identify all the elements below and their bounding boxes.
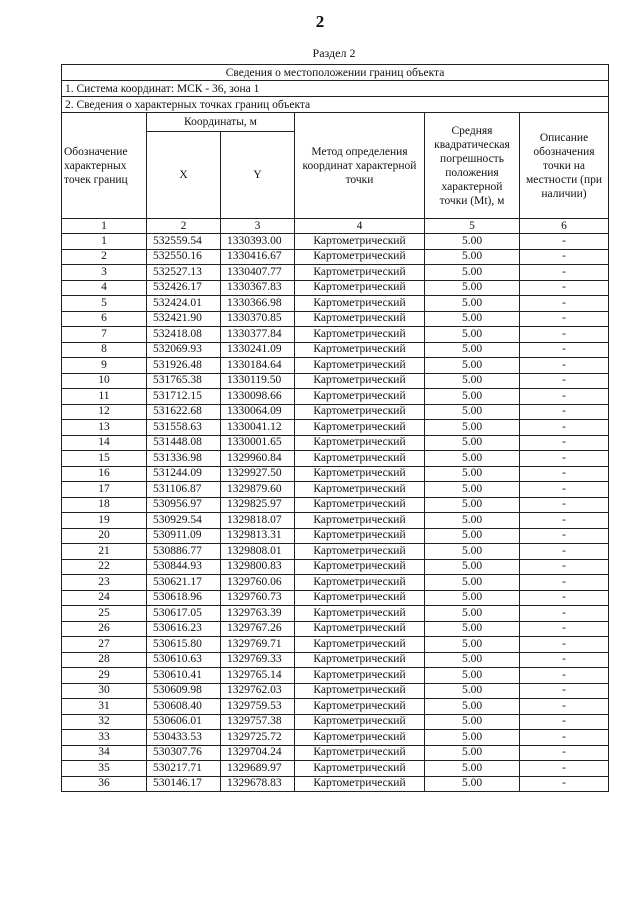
error-value: 5.00: [425, 606, 520, 622]
coord-x: 530610.41: [147, 668, 221, 684]
header-error: Средняя квадратическая погрешность положения характерной точки (Mt), м: [425, 113, 520, 219]
coord-y: 1329818.07: [221, 513, 295, 529]
coord-x: 530610.63: [147, 652, 221, 668]
point-number: 17: [62, 482, 147, 498]
description: -: [520, 342, 609, 358]
coord-y: 1329800.83: [221, 559, 295, 575]
table-row: [62, 342, 609, 358]
header-x: X: [147, 132, 221, 219]
header-designation: Обозначение характерных точек границ: [62, 113, 147, 219]
coord-x: 530146.17: [147, 776, 221, 792]
coord-x: 530844.93: [147, 559, 221, 575]
error-value: 5.00: [425, 590, 520, 606]
coord-x: 531765.38: [147, 373, 221, 389]
table-row: [62, 389, 609, 405]
method: Картометрический: [295, 358, 425, 374]
point-number: 26: [62, 621, 147, 637]
error-value: 5.00: [425, 280, 520, 296]
error-value: 5.00: [425, 575, 520, 591]
point-number: 23: [62, 575, 147, 591]
error-value: 5.00: [425, 249, 520, 265]
description: -: [520, 482, 609, 498]
description: -: [520, 311, 609, 327]
method: Картометрический: [295, 683, 425, 699]
table-row: [62, 482, 609, 498]
column-number: 5: [425, 219, 520, 234]
header-y: Y: [221, 132, 295, 219]
table-row: [62, 451, 609, 467]
method: Картометрический: [295, 265, 425, 281]
coord-x: 531106.87: [147, 482, 221, 498]
method: Картометрический: [295, 311, 425, 327]
table-row: [62, 699, 609, 715]
error-value: 5.00: [425, 683, 520, 699]
error-value: 5.00: [425, 544, 520, 560]
coord-y: 1329927.50: [221, 466, 295, 482]
method: Картометрический: [295, 575, 425, 591]
coord-y: 1330041.12: [221, 420, 295, 436]
error-value: 5.00: [425, 621, 520, 637]
table-row: [62, 265, 609, 281]
description: -: [520, 606, 609, 622]
error-value: 5.00: [425, 466, 520, 482]
point-number: 1: [62, 234, 147, 250]
point-number: 16: [62, 466, 147, 482]
point-number: 2: [62, 249, 147, 265]
coord-y: 1330001.65: [221, 435, 295, 451]
description: -: [520, 730, 609, 746]
table-row: [62, 652, 609, 668]
error-value: 5.00: [425, 435, 520, 451]
method: Картометрический: [295, 606, 425, 622]
coord-y: 1329762.03: [221, 683, 295, 699]
coord-x: 531712.15: [147, 389, 221, 405]
description: -: [520, 683, 609, 699]
coord-x: 532421.90: [147, 311, 221, 327]
method: Картометрический: [295, 761, 425, 777]
description: -: [520, 280, 609, 296]
error-value: 5.00: [425, 497, 520, 513]
coord-x: 530606.01: [147, 714, 221, 730]
table-row: [62, 420, 609, 436]
method: Картометрический: [295, 637, 425, 653]
description: -: [520, 714, 609, 730]
table-row: [62, 373, 609, 389]
point-number: 22: [62, 559, 147, 575]
method: Картометрический: [295, 590, 425, 606]
table-row: [62, 435, 609, 451]
error-value: 5.00: [425, 420, 520, 436]
point-number: 27: [62, 637, 147, 653]
coord-y: 1329704.24: [221, 745, 295, 761]
error-value: 5.00: [425, 528, 520, 544]
error-value: 5.00: [425, 714, 520, 730]
point-number: 9: [62, 358, 147, 374]
error-value: 5.00: [425, 482, 520, 498]
column-number: 3: [221, 219, 295, 234]
description: -: [520, 544, 609, 560]
error-value: 5.00: [425, 389, 520, 405]
table-row: [62, 311, 609, 327]
coord-system: 1. Система координат: МСК - 36, зона 1: [62, 81, 609, 97]
method: Картометрический: [295, 621, 425, 637]
table-row: [62, 606, 609, 622]
method: Картометрический: [295, 451, 425, 467]
description: -: [520, 358, 609, 374]
description: -: [520, 513, 609, 529]
description: -: [520, 451, 609, 467]
column-number: 6: [520, 219, 609, 234]
column-number: 4: [295, 219, 425, 234]
description: -: [520, 234, 609, 250]
description: -: [520, 575, 609, 591]
coord-y: 1329725.72: [221, 730, 295, 746]
table-row: [62, 544, 609, 560]
column-number: 1: [62, 219, 147, 234]
description: -: [520, 652, 609, 668]
error-value: 5.00: [425, 637, 520, 653]
method: Картометрический: [295, 776, 425, 792]
error-value: 5.00: [425, 265, 520, 281]
error-value: 5.00: [425, 327, 520, 343]
description: -: [520, 776, 609, 792]
error-value: 5.00: [425, 559, 520, 575]
coord-y: 1329808.01: [221, 544, 295, 560]
point-number: 36: [62, 776, 147, 792]
point-number: 19: [62, 513, 147, 529]
coord-y: 1329765.14: [221, 668, 295, 684]
coord-x: 531622.68: [147, 404, 221, 420]
coord-y: 1330407.77: [221, 265, 295, 281]
point-number: 13: [62, 420, 147, 436]
points-body: [62, 234, 609, 792]
method: Картометрический: [295, 435, 425, 451]
coord-y: 1329769.71: [221, 637, 295, 653]
description: -: [520, 590, 609, 606]
method: Картометрический: [295, 327, 425, 343]
table-row: [62, 327, 609, 343]
coord-y: 1330416.67: [221, 249, 295, 265]
point-number: 11: [62, 389, 147, 405]
point-number: 28: [62, 652, 147, 668]
coord-x: 532550.16: [147, 249, 221, 265]
table-row: [62, 683, 609, 699]
description: -: [520, 621, 609, 637]
error-value: 5.00: [425, 404, 520, 420]
coord-y: 1329763.39: [221, 606, 295, 622]
header-coordinates: Координаты, м: [147, 113, 295, 132]
point-number: 5: [62, 296, 147, 312]
method: Картометрический: [295, 420, 425, 436]
description: -: [520, 637, 609, 653]
table-row: [62, 528, 609, 544]
error-value: 5.00: [425, 296, 520, 312]
page-number: 2: [315, 12, 325, 31]
coord-y: 1330370.85: [221, 311, 295, 327]
error-value: 5.00: [425, 513, 520, 529]
point-number: 34: [62, 745, 147, 761]
coord-x: 532424.01: [147, 296, 221, 312]
point-number: 35: [62, 761, 147, 777]
coord-x: 530956.97: [147, 497, 221, 513]
coord-y: 1329678.83: [221, 776, 295, 792]
coord-y: 1329769.33: [221, 652, 295, 668]
method: Картометрический: [295, 234, 425, 250]
coord-x: 530911.09: [147, 528, 221, 544]
coord-y: 1329759.53: [221, 699, 295, 715]
coord-x: 530217.71: [147, 761, 221, 777]
description: -: [520, 528, 609, 544]
column-number: 2: [147, 219, 221, 234]
table-row: [62, 404, 609, 420]
table-row: [62, 249, 609, 265]
method: Картометрический: [295, 497, 425, 513]
description: -: [520, 389, 609, 405]
coord-y: 1330064.09: [221, 404, 295, 420]
table-row: [62, 621, 609, 637]
coord-x: 530929.54: [147, 513, 221, 529]
coord-x: 532418.08: [147, 327, 221, 343]
error-value: 5.00: [425, 373, 520, 389]
coord-y: 1330184.64: [221, 358, 295, 374]
table-row: [62, 513, 609, 529]
coord-x: 532527.13: [147, 265, 221, 281]
error-value: 5.00: [425, 699, 520, 715]
point-number: 20: [62, 528, 147, 544]
error-value: 5.00: [425, 358, 520, 374]
point-number: 25: [62, 606, 147, 622]
error-value: 5.00: [425, 776, 520, 792]
method: Картометрический: [295, 714, 425, 730]
table-row: [62, 590, 609, 606]
error-value: 5.00: [425, 342, 520, 358]
table-row: [62, 776, 609, 792]
coord-x: 530886.77: [147, 544, 221, 560]
coord-x: 532559.54: [147, 234, 221, 250]
point-number: 29: [62, 668, 147, 684]
description: -: [520, 699, 609, 715]
coord-y: 1329767.26: [221, 621, 295, 637]
table-row: [62, 761, 609, 777]
description: -: [520, 745, 609, 761]
coord-x: 532426.17: [147, 280, 221, 296]
coord-y: 1329825.97: [221, 497, 295, 513]
error-value: 5.00: [425, 451, 520, 467]
method: Картометрический: [295, 466, 425, 482]
coord-y: 1330241.09: [221, 342, 295, 358]
error-value: 5.00: [425, 730, 520, 746]
point-number: 6: [62, 311, 147, 327]
description: -: [520, 373, 609, 389]
description: -: [520, 296, 609, 312]
method: Картометрический: [295, 730, 425, 746]
description: -: [520, 404, 609, 420]
coord-y: 1329760.06: [221, 575, 295, 591]
coord-y: 1330393.00: [221, 234, 295, 250]
column-numbers-row: [62, 219, 609, 234]
point-number: 30: [62, 683, 147, 699]
table-title: Сведения о местоположении границ объекта: [62, 65, 609, 81]
boundary-points-table: [61, 64, 609, 792]
description: -: [520, 249, 609, 265]
table-row: [62, 575, 609, 591]
description: -: [520, 559, 609, 575]
point-number: 3: [62, 265, 147, 281]
table-row: [62, 358, 609, 374]
method: Картометрический: [295, 559, 425, 575]
method: Картометрический: [295, 342, 425, 358]
table-row: [62, 559, 609, 575]
method: Картометрический: [295, 482, 425, 498]
point-number: 24: [62, 590, 147, 606]
coord-x: 531558.63: [147, 420, 221, 436]
point-number: 14: [62, 435, 147, 451]
coord-x: 530609.98: [147, 683, 221, 699]
coord-y: 1329760.73: [221, 590, 295, 606]
table-row: [62, 497, 609, 513]
coord-x: 531336.98: [147, 451, 221, 467]
coord-x: 532069.93: [147, 342, 221, 358]
coord-y: 1330119.50: [221, 373, 295, 389]
header-method: Метод определения координат характерной точки: [295, 113, 425, 219]
points-heading: 2. Сведения о характерных точках границ объекта: [62, 97, 609, 113]
error-value: 5.00: [425, 234, 520, 250]
coord-x: 530621.17: [147, 575, 221, 591]
method: Картометрический: [295, 513, 425, 529]
coord-y: 1330366.98: [221, 296, 295, 312]
table-row: [62, 637, 609, 653]
method: Картометрический: [295, 296, 425, 312]
coord-y: 1329879.60: [221, 482, 295, 498]
method: Картометрический: [295, 528, 425, 544]
error-value: 5.00: [425, 761, 520, 777]
table-row: [62, 745, 609, 761]
method: Картометрический: [295, 544, 425, 560]
coord-x: 530615.80: [147, 637, 221, 653]
method: Картометрический: [295, 652, 425, 668]
description: -: [520, 327, 609, 343]
description: -: [520, 420, 609, 436]
coord-y: 1329689.97: [221, 761, 295, 777]
description: -: [520, 668, 609, 684]
description: -: [520, 466, 609, 482]
method: Картометрический: [295, 699, 425, 715]
coord-x: 530433.53: [147, 730, 221, 746]
coord-x: 530307.76: [147, 745, 221, 761]
coord-x: 530618.96: [147, 590, 221, 606]
error-value: 5.00: [425, 311, 520, 327]
point-number: 31: [62, 699, 147, 715]
description: -: [520, 761, 609, 777]
coord-y: 1330098.66: [221, 389, 295, 405]
section-label: Раздел 2: [312, 46, 356, 60]
method: Картометрический: [295, 389, 425, 405]
coord-x: 530608.40: [147, 699, 221, 715]
coord-y: 1330367.83: [221, 280, 295, 296]
table-row: [62, 714, 609, 730]
error-value: 5.00: [425, 745, 520, 761]
method: Картометрический: [295, 745, 425, 761]
method: Картометрический: [295, 668, 425, 684]
point-number: 8: [62, 342, 147, 358]
point-number: 32: [62, 714, 147, 730]
table-row: [62, 466, 609, 482]
coord-y: 1329960.84: [221, 451, 295, 467]
description: -: [520, 265, 609, 281]
coord-x: 531448.08: [147, 435, 221, 451]
point-number: 21: [62, 544, 147, 560]
table-row: [62, 280, 609, 296]
coord-y: 1329813.31: [221, 528, 295, 544]
error-value: 5.00: [425, 668, 520, 684]
table-row: [62, 234, 609, 250]
coord-y: 1329757.38: [221, 714, 295, 730]
point-number: 12: [62, 404, 147, 420]
table-row: [62, 296, 609, 312]
coord-y: 1330377.84: [221, 327, 295, 343]
coord-x: 530616.23: [147, 621, 221, 637]
table-row: [62, 668, 609, 684]
point-number: 15: [62, 451, 147, 467]
point-number: 4: [62, 280, 147, 296]
point-number: 33: [62, 730, 147, 746]
point-number: 10: [62, 373, 147, 389]
point-number: 7: [62, 327, 147, 343]
method: Картометрический: [295, 249, 425, 265]
description: -: [520, 497, 609, 513]
method: Картометрический: [295, 373, 425, 389]
coord-x: 531926.48: [147, 358, 221, 374]
method: Картометрический: [295, 280, 425, 296]
description: -: [520, 435, 609, 451]
coord-x: 530617.05: [147, 606, 221, 622]
table-row: [62, 730, 609, 746]
point-number: 18: [62, 497, 147, 513]
error-value: 5.00: [425, 652, 520, 668]
coord-x: 531244.09: [147, 466, 221, 482]
method: Картометрический: [295, 404, 425, 420]
header-description: Описание обозначения точки на местности (при наличии): [520, 113, 609, 219]
